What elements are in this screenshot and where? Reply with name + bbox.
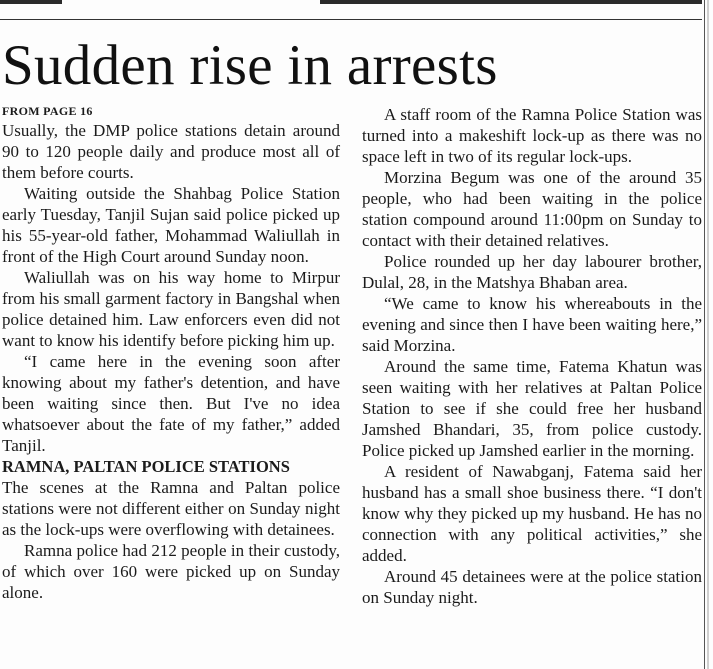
paragraph: Around the same time, Fatema Khatun was seen waiting with her relatives at Paltan Police Station to see if she could free her husband Jamshed Bhandari, 35, from police custody. Police picked up Jamshed earlier in the morning. bbox=[362, 357, 702, 460]
paragraph: “We came to know his whereabouts in the evening and since then I have been waiting here,” said Morzina. bbox=[362, 294, 702, 355]
header-fragment bbox=[0, 0, 62, 4]
paragraph: A resident of Nawabganj, Fatema said her husband has a small shoe business there. “I don't know why they picked up my husband. He has no connection with any political activities,” she added. bbox=[362, 462, 702, 565]
header-fragment bbox=[320, 0, 702, 4]
paragraph: Ramna police had 212 people in their custody, of which over 160 were picked up on Sunday alone. bbox=[2, 541, 340, 602]
divider bbox=[0, 19, 702, 20]
jump-label: FROM PAGE 16 bbox=[2, 104, 93, 118]
paragraph: Waliullah was on his way home to Mirpur from his small garment factory in Bangshal when police detained him. Law enforcers even did not want to know his identify before picking him up. bbox=[2, 268, 340, 350]
paragraph: A staff room of the Ramna Police Station was turned into a makeshift lock-up as there was no space left in two of its regular lock-ups. bbox=[362, 105, 702, 166]
column-divider bbox=[704, 0, 705, 669]
paragraph: The scenes at the Ramna and Paltan police stations were not different either on Sunday night as the lock-ups were overflowing with detainees. bbox=[2, 478, 340, 539]
paragraph: Usually, the DMP police stations detain around 90 to 120 people daily and produce most all of them before courts. bbox=[2, 121, 340, 182]
paragraph: “I came here in the evening soon after knowing about my father's detention, and have been waiting since then. But I've no idea whatsoever about the fate of my father,” added Tanjil. bbox=[2, 352, 340, 455]
article-column-right bbox=[362, 104, 702, 608]
page-edge bbox=[707, 0, 709, 669]
paragraph: Police rounded up her day labourer brother, Dulal, 28, in the Matshya Bhaban area. bbox=[362, 252, 702, 292]
paragraph: Around 45 detainees were at the police station on Sunday night. bbox=[362, 567, 702, 607]
headline: Sudden rise in arrests bbox=[2, 34, 498, 97]
article-column-left bbox=[2, 104, 340, 603]
page-top-rule bbox=[0, 0, 713, 22]
paragraph: Morzina Begum was one of the around 35 people, who had been waiting in the police station compound around 11:00pm on Sunday to contact with their detained relatives. bbox=[362, 168, 702, 250]
paragraph: Waiting outside the Shahbag Police Station early Tuesday, Tanjil Sujan said police picked up his 55-year-old father, Mohammad Waliullah in front of the High Court around Sunday noon. bbox=[2, 184, 340, 266]
section-subhead: RAMNA, PALTAN POLICE STATIONS bbox=[2, 457, 290, 476]
